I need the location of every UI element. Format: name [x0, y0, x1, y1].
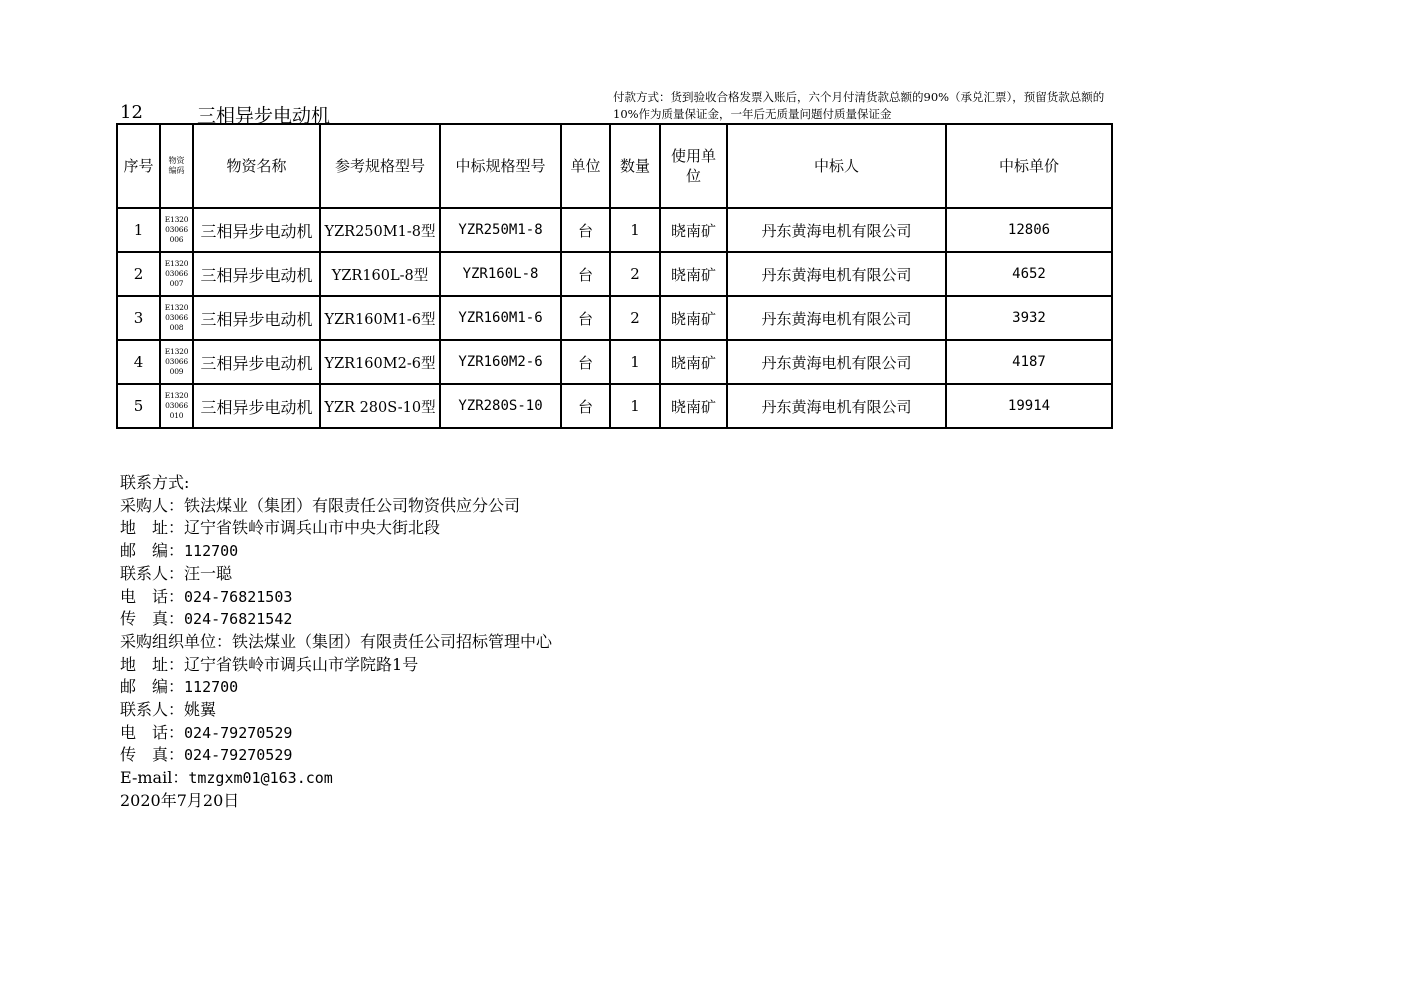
header-unit: 单位	[561, 124, 610, 208]
contact-line	[120, 744, 552, 767]
cell-unit: 台	[561, 340, 610, 384]
header-code	[160, 124, 193, 208]
cell-ref-spec: YZR 280S-10型	[320, 384, 440, 428]
cell-name: 三相异步电动机	[193, 296, 320, 340]
cell-code	[160, 252, 193, 296]
contact-value: 辽宁省铁岭市调兵山市学院路1号	[184, 654, 419, 674]
cell-code-line: E1320	[164, 259, 189, 268]
header-price: 中标单价	[946, 124, 1112, 208]
contact-line	[120, 563, 552, 586]
contact-line	[120, 540, 552, 563]
contact-label: 传 真：	[120, 609, 185, 629]
contact-line	[120, 654, 552, 677]
header-qty: 数量	[610, 124, 660, 208]
payment-terms: 付款方式：货到验收合格发票入账后，六个月付清货款总额的90%（承兑汇票），预留货款总额的10%作为质量保证金，一年后无质量问题付质量保证金	[613, 90, 1105, 121]
contact-value: 汪一聪	[184, 563, 233, 583]
contact-label: 电 话：	[120, 586, 185, 606]
cell-user: 晓南矿	[660, 340, 727, 384]
contact-label: 采购组织单位：	[120, 631, 233, 651]
bid-result-table	[116, 123, 1113, 429]
contact-label: 联系人：	[120, 700, 185, 720]
cell-winner: 丹东黄海电机有限公司	[727, 340, 946, 384]
cell-winner: 丹东黄海电机有限公司	[727, 384, 946, 428]
contact-label: 地 址：	[120, 654, 185, 674]
cell-bid-spec: YZR160L-8	[440, 252, 561, 296]
table-row	[117, 296, 1112, 340]
cell-unit: 台	[561, 252, 610, 296]
contact-heading: 联系方式:	[120, 473, 190, 492]
cell-code-line: 03066	[165, 225, 188, 234]
cell-seq: 1	[117, 208, 160, 252]
cell-price: 19914	[946, 384, 1112, 428]
contact-value: 姚翼	[184, 700, 217, 720]
cell-name: 三相异步电动机	[193, 208, 320, 252]
cell-seq: 4	[117, 340, 160, 384]
cell-name: 三相异步电动机	[193, 340, 320, 384]
contact-value: 辽宁省铁岭市调兵山市中央大街北段	[184, 518, 441, 538]
header-code-label: 物资编码	[168, 156, 185, 175]
contact-value: 024-79270529	[184, 723, 293, 742]
cell-ref-spec: YZR160L-8型	[320, 252, 440, 296]
cell-winner: 丹东黄海电机有限公司	[727, 296, 946, 340]
cell-qty: 1	[610, 340, 660, 384]
contact-line	[120, 699, 552, 722]
cell-code	[160, 384, 193, 428]
contact-line	[120, 517, 552, 540]
header-user-label: 使用单位	[670, 147, 716, 185]
contact-label: E-mail：	[120, 768, 189, 788]
header-ref-spec: 参考规格型号	[320, 124, 440, 208]
header-winner: 中标人	[727, 124, 946, 208]
contact-line	[120, 767, 552, 790]
contact-block	[120, 472, 552, 813]
cell-code	[160, 296, 193, 340]
cell-user: 晓南矿	[660, 252, 727, 296]
contact-line	[120, 631, 552, 654]
contact-value: 024-76821542	[184, 610, 293, 629]
table-row	[117, 340, 1112, 384]
contact-value: 112700	[184, 678, 239, 697]
contact-value: 112700	[184, 542, 239, 561]
cell-code	[160, 340, 193, 384]
cell-code-line: 008	[169, 323, 184, 332]
cell-ref-spec: YZR250M1-8型	[320, 208, 440, 252]
table-row	[117, 208, 1112, 252]
contact-label: 地 址：	[120, 518, 185, 538]
cell-qty: 2	[610, 296, 660, 340]
cell-price: 3932	[946, 296, 1112, 340]
contact-line	[120, 722, 552, 745]
cell-code-line: 03066	[165, 269, 188, 278]
cell-bid-spec: YZR280S-10	[440, 384, 561, 428]
cell-code-line: 010	[169, 411, 184, 420]
header-seq: 序号	[117, 124, 160, 208]
header-name: 物资名称	[193, 124, 320, 208]
cell-price: 12806	[946, 208, 1112, 252]
cell-user: 晓南矿	[660, 296, 727, 340]
cell-qty: 1	[610, 384, 660, 428]
cell-seq: 3	[117, 296, 160, 340]
cell-unit: 台	[561, 208, 610, 252]
contact-line	[120, 676, 552, 699]
cell-price: 4187	[946, 340, 1112, 384]
table-row	[117, 384, 1112, 428]
notice-date: 2020年7月20日	[120, 790, 240, 810]
cell-price: 4652	[946, 252, 1112, 296]
section-title: 三相异步电动机	[197, 105, 331, 127]
cell-code-line: E1320	[164, 391, 189, 400]
cell-ref-spec: YZR160M1-6型	[320, 296, 440, 340]
cell-code	[160, 208, 193, 252]
section-number: 12	[120, 102, 143, 123]
cell-bid-spec: YZR250M1-8	[440, 208, 561, 252]
contact-line	[120, 608, 552, 631]
contact-value: 024-79270529	[184, 746, 293, 765]
contact-line	[120, 586, 552, 609]
contact-label: 邮 编：	[120, 541, 185, 561]
cell-code-line: 03066	[165, 313, 188, 322]
cell-winner: 丹东黄海电机有限公司	[727, 252, 946, 296]
cell-ref-spec: YZR160M2-6型	[320, 340, 440, 384]
cell-name: 三相异步电动机	[193, 384, 320, 428]
cell-bid-spec: YZR160M1-6	[440, 296, 561, 340]
cell-qty: 1	[610, 208, 660, 252]
contact-value: 铁法煤业（集团）有限责任公司招标管理中心	[232, 631, 553, 651]
cell-seq: 2	[117, 252, 160, 296]
cell-user: 晓南矿	[660, 384, 727, 428]
cell-user: 晓南矿	[660, 208, 727, 252]
contact-label: 联系人：	[120, 563, 185, 583]
cell-code-line: 007	[169, 279, 184, 288]
table-row	[117, 252, 1112, 296]
contact-label: 采购人：	[120, 495, 185, 515]
contact-lines	[120, 495, 552, 790]
cell-winner: 丹东黄海电机有限公司	[727, 208, 946, 252]
cell-bid-spec: YZR160M2-6	[440, 340, 561, 384]
cell-code-line: 03066	[165, 401, 188, 410]
contact-value: 铁法煤业（集团）有限责任公司物资供应分公司	[184, 495, 521, 515]
contact-line	[120, 495, 552, 518]
contact-label: 电 话：	[120, 722, 185, 742]
header-bid-spec: 中标规格型号	[440, 124, 561, 208]
cell-seq: 5	[117, 384, 160, 428]
contact-label: 邮 编：	[120, 677, 185, 697]
cell-unit: 台	[561, 384, 610, 428]
cell-qty: 2	[610, 252, 660, 296]
cell-code-line: 009	[169, 367, 184, 376]
cell-code-line: 03066	[165, 357, 188, 366]
contact-value: 024-76821503	[184, 587, 293, 606]
cell-name: 三相异步电动机	[193, 252, 320, 296]
cell-unit: 台	[561, 296, 610, 340]
table-header-row	[117, 124, 1112, 208]
cell-code-line: E1320	[164, 303, 189, 312]
contact-value: tmzgxm01@163.com	[188, 769, 333, 788]
contact-label: 传 真：	[120, 745, 185, 765]
cell-code-line: 006	[169, 235, 184, 244]
header-user	[660, 124, 727, 208]
cell-code-line: E1320	[164, 347, 189, 356]
cell-code-line: E1320	[164, 215, 189, 224]
